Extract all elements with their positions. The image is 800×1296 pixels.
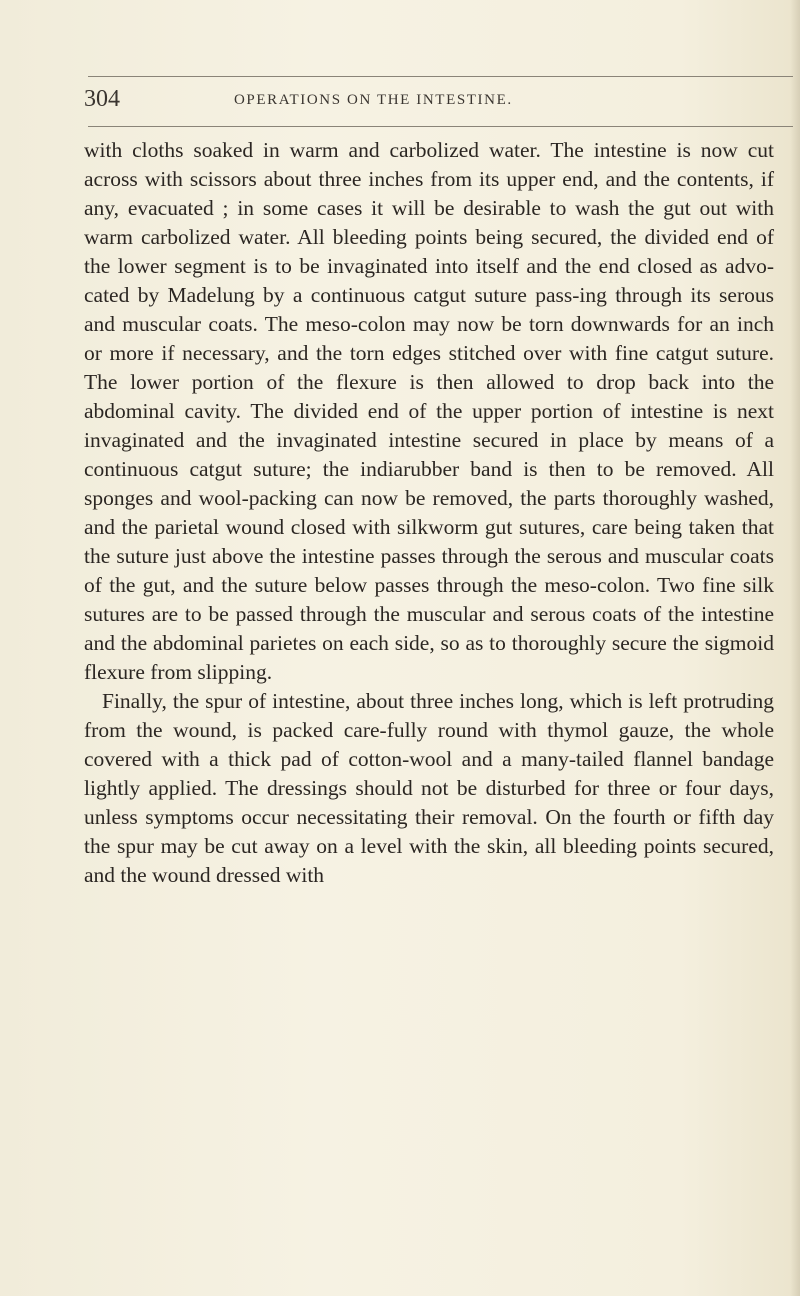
body-text bbox=[84, 136, 774, 890]
paragraph-2: Finally, the spur of intestine, about three inches long, which is left protruding from the wound, is packed care-fully round with thymol gauze, the whole covered with a thick pad of cotton-wool and a many-tailed flannel bandage lightly applied. The dressings should not be disturbed for three or four days, unless symptoms occur necessitating their removal. On the fourth or fifth day the spur may be cut away on a level with the skin, all bleeding points secured, and the wound dressed with bbox=[84, 689, 774, 887]
page-edge-shadow bbox=[790, 0, 800, 1296]
page-number: 304 bbox=[84, 86, 120, 112]
page-header bbox=[84, 84, 784, 114]
paragraph-1: with cloths soaked in warm and carbolized water. The intestine is now cut across with scissors about three inches from its upper end, and the contents, if any, evacuated ; in some cases it will be desirable to wash the gut out with warm carbolized water. All bleeding points being secured, the divided end of the lower segment is to be invaginated into itself and the end closed as advo-cated by Madelung by a continuous catgut suture pass-ing through its serous and muscular coats. The meso-colon may now be torn downwards for an inch or more if necessary, and the torn edges stitched over with fine catgut suture. The lower portion of the flexure is then allowed to drop back into the abdominal cavity. The divided end of the upper portion of intestine is next invaginated and the invaginated intestine secured in place by means of a continuous catgut suture; the indiarubber band is then to be removed. All sponges and wool-packing can now be removed, the parts thoroughly washed, and the parietal wound closed with silkworm gut sutures, care being taken that the suture just above the intestine passes through the serous and muscular coats of the gut, and the suture below passes through the meso-colon. Two fine silk sutures are to be passed through the muscular and serous coats of the intestine and the abdominal parietes on each side, so as to thoroughly secure the sigmoid flexure from slipping. bbox=[84, 138, 774, 684]
running-head: OPERATIONS ON THE INTESTINE. bbox=[234, 92, 513, 108]
header-rule-bottom bbox=[88, 126, 793, 127]
header-rule-top bbox=[88, 76, 793, 77]
